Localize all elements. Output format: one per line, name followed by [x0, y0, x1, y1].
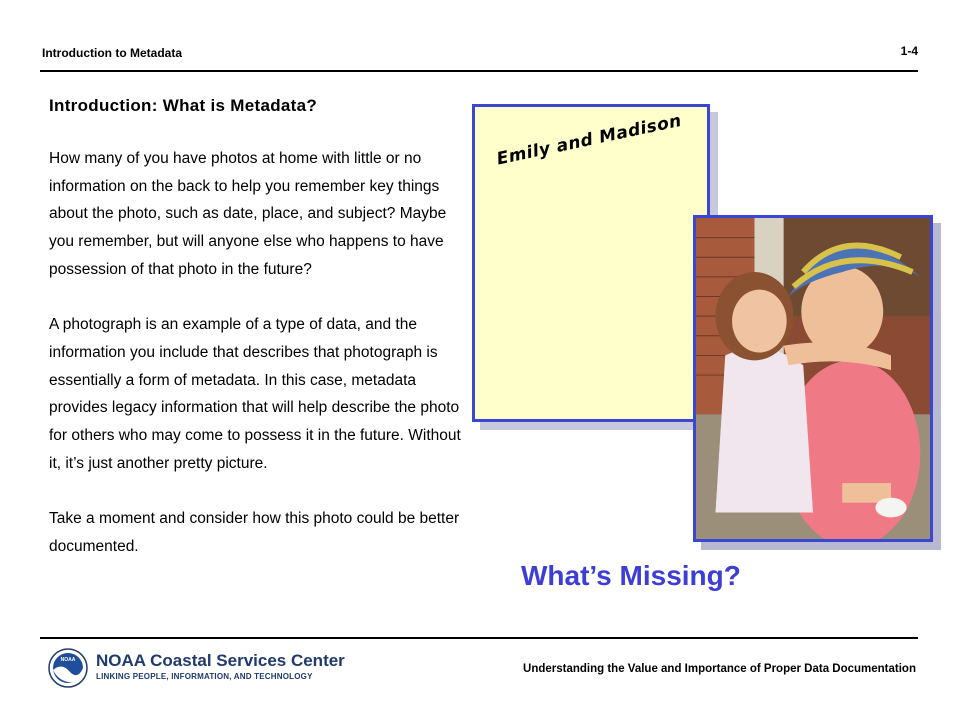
- photo-image: [693, 215, 933, 542]
- page-number: 1-4: [900, 44, 918, 58]
- logo-text: NOAA: [60, 657, 76, 663]
- top-divider: [40, 70, 918, 72]
- course-subtitle: Understanding the Value and Importance of Proper Data Documentation: [523, 663, 916, 675]
- body-text: [49, 145, 467, 561]
- paragraph-2: A photograph is an example of a type of data, and the information you include that describes that photograph is essentially a form of metadata. In this case, metadata provides legacy information that will help describe the photo for others who may come to possess it in the future. Without it, it’s just another pretty picture.: [49, 316, 461, 472]
- paragraph-1: How many of you have photos at home with little or no information on the back to help you remember key things about the photo, such as date, place, and subject? Maybe you remember, but will anyone else who happens to have possession of that photo in the future?: [49, 150, 447, 278]
- card-label: Emily and Madison: [495, 110, 684, 170]
- org-name: NOAA Coastal Services Center: [96, 651, 345, 670]
- photo-illustration: [696, 218, 930, 539]
- noaa-logo-icon: [48, 648, 88, 688]
- bottom-divider: [40, 637, 918, 639]
- paragraph-3: Take a moment and consider how this photo could be better documented.: [49, 510, 460, 555]
- org-tagline: LINKING PEOPLE, INFORMATION, AND TECHNOLOGY: [96, 672, 313, 681]
- whats-missing-callout: What’s Missing?: [521, 560, 741, 591]
- slide-title: Introduction: What is Metadata?: [49, 96, 318, 115]
- course-title: Introduction to Metadata: [42, 46, 182, 60]
